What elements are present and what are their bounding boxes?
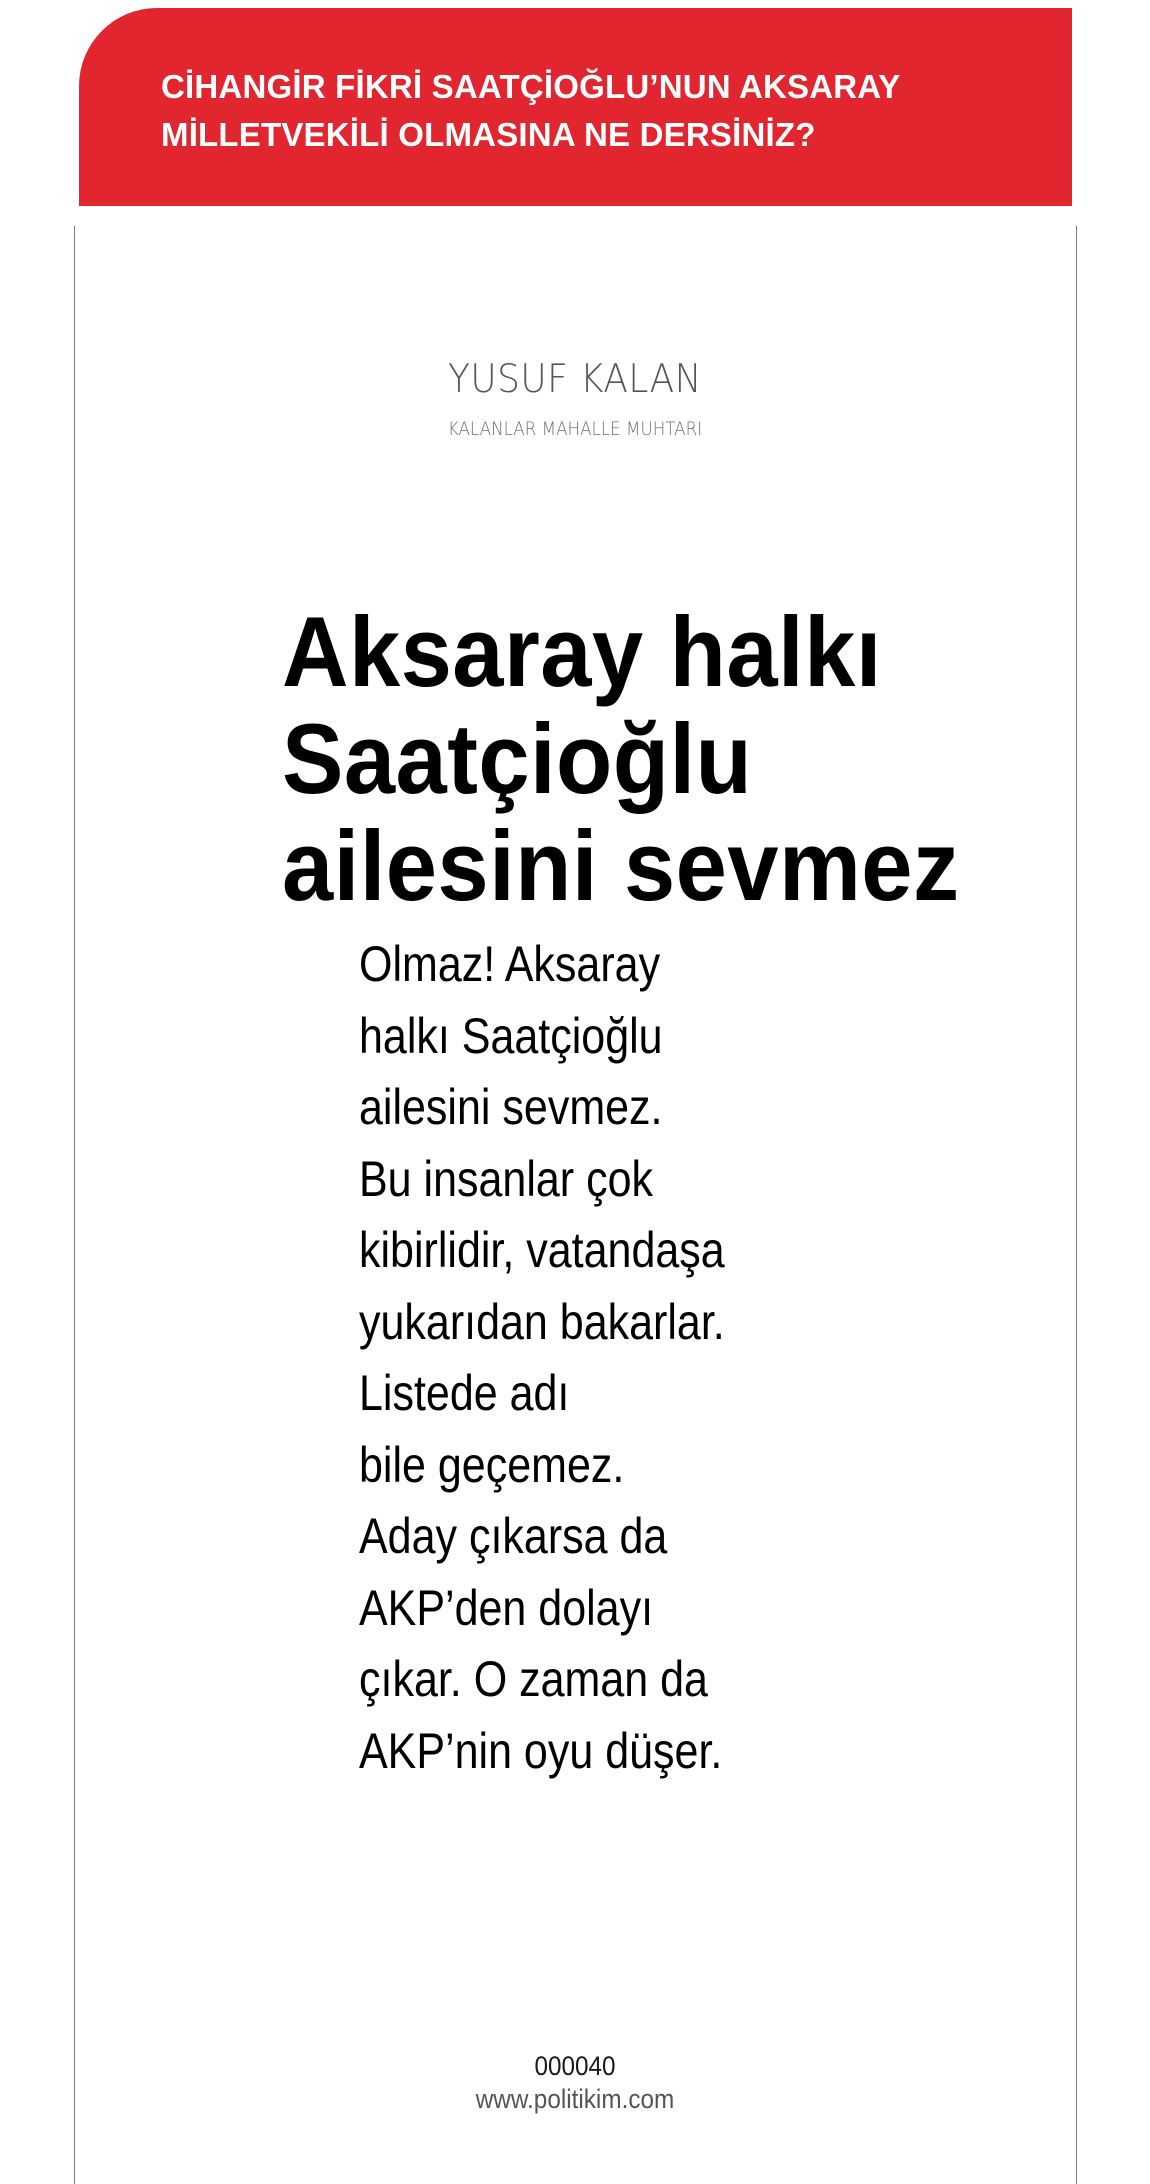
author-title: KALANLAR MAHALLE MUHTARI bbox=[447, 418, 703, 440]
article-headline: Aksaray halkı Saatçioğlu ailesini sevmez bbox=[282, 596, 960, 921]
page-border-right bbox=[1076, 226, 1077, 2184]
question-banner bbox=[79, 8, 1072, 206]
page-border-left bbox=[74, 226, 75, 2184]
author-name: YUSUF KALAN bbox=[448, 357, 702, 402]
page-code: 000040 bbox=[534, 2051, 616, 2081]
article-body: Olmaz! Aksaray halkı Saatçioğlu ailesini sevmez. Bu insanlar çok kibirlidir, vatandaşa yukarıdan bakarlar. Listede adı bile geçemez. Aday çıkarsa da AKP’den dolayı çıkar. O zaman da AKP’nin oyu düşer. bbox=[359, 936, 725, 1779]
website-url[interactable]: www.politikim.com bbox=[475, 2084, 675, 2114]
survey-question: CİHANGİR FİKRİ SAATÇİOĞLU’NUN AKSARAY MİLLETVEKİLİ OLMASINA NE DERSİNİZ? bbox=[161, 68, 901, 153]
